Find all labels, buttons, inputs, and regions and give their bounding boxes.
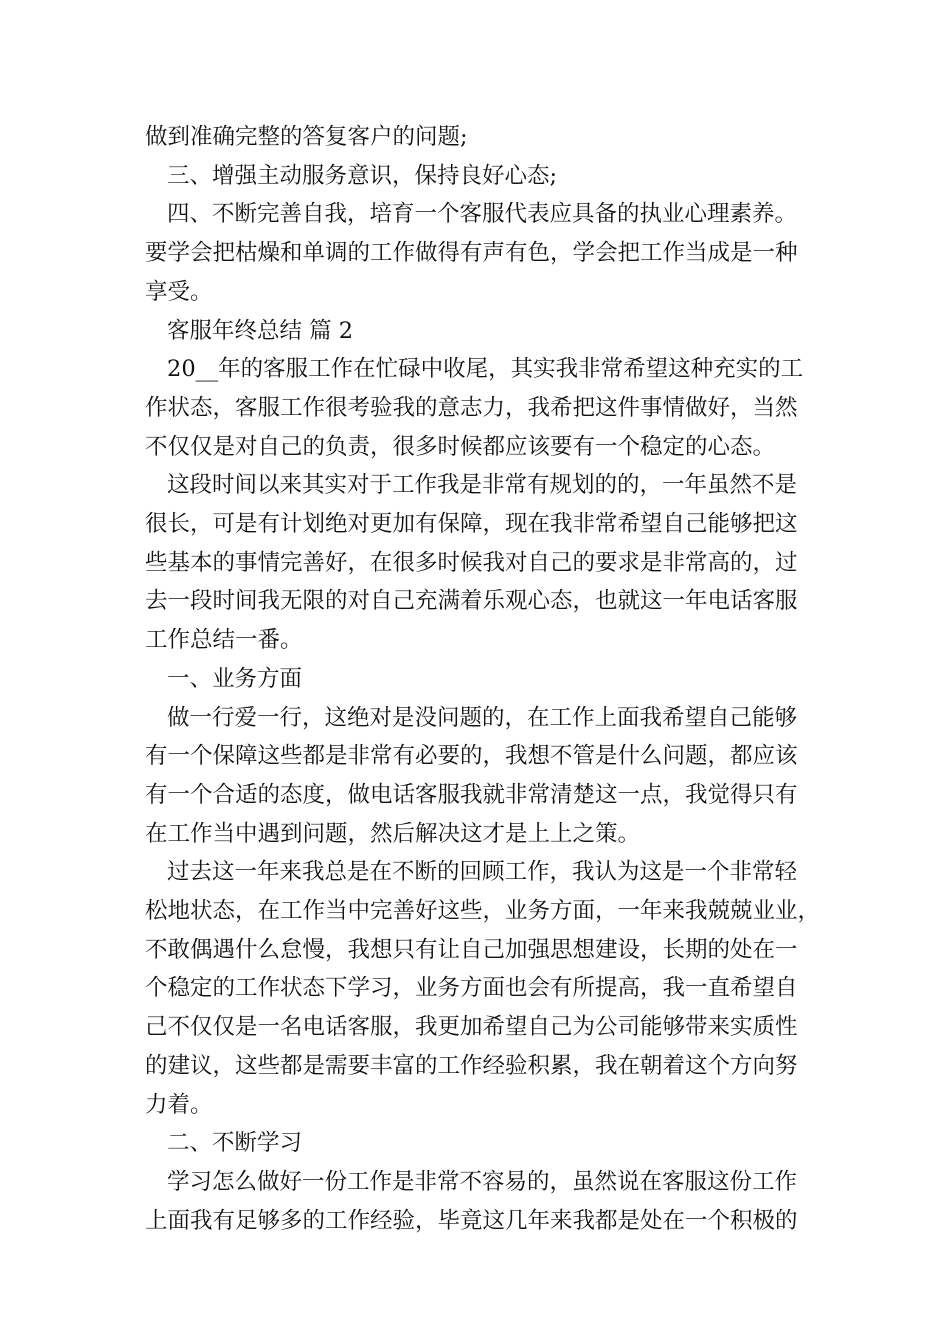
text-line: 的建议，这些都是需要丰富的工作经验积累，我在朝着这个方向努 xyxy=(145,1052,798,1079)
text-line: 很长，可是有计划绝对更加有保障，现在我非常希望自己能够把这 xyxy=(145,511,798,538)
text-line: 松地状态，在工作当中完善好这些，业务方面，一年来我兢兢业业， xyxy=(145,898,821,925)
text-line: 力着。 xyxy=(145,1091,213,1118)
subsection-heading: 二、不断学习 xyxy=(167,1130,303,1157)
text-line: 有一个保障这些都是非常有必要的，我想不管是什么问题，都应该 xyxy=(145,743,798,770)
paragraph-start: 学习怎么做好一份工作是非常不容易的，虽然说在客服这份工作 xyxy=(167,1168,798,1195)
text-line: 工作总结一番。 xyxy=(145,627,303,654)
text-line: 些基本的事情完善好，在很多时候我对自己的要求是非常高的，过 xyxy=(145,549,798,576)
text-line: 作状态，客服工作很考验我的意志力，我希把这件事情做好，当然 xyxy=(145,394,798,421)
paragraph-start: 过去这一年来我总是在不断的回顾工作，我认为这是一个非常轻 xyxy=(167,859,798,886)
text-line: 个稳定的工作状态下学习，业务方面也会有所提高，我一直希望自 xyxy=(145,975,798,1002)
text-line: 上面我有足够多的工作经验，毕竟这几年来我都是处在一个积极的 xyxy=(145,1207,798,1234)
text-line: 己不仅仅是一名电话客服，我更加希望自己为公司能够带来实质性 xyxy=(145,1014,798,1041)
list-item-4: 四、不断完善自我，培育一个客服代表应具备的执业心理素养。 xyxy=(167,201,798,228)
paragraph-start: 做一行爱一行，这绝对是没问题的，在工作上面我希望自己能够 xyxy=(167,704,798,731)
text-line: 享受。 xyxy=(145,278,213,305)
text-line: 在工作当中遇到问题，然后解决这才是上上之策。 xyxy=(145,820,641,847)
text-line: 不敢偶遇什么怠慢，我想只有让自己加强思想建设，长期的处在一 xyxy=(145,936,798,963)
text-line: 不仅仅是对自己的负责，很多时候都应该要有一个稳定的心态。 xyxy=(145,433,776,460)
text-line: 有一个合适的态度，做电话客服我就非常清楚这一点，我觉得只有 xyxy=(145,781,798,808)
list-item-3: 三、增强主动服务意识，保持良好心态; xyxy=(167,162,558,189)
subsection-heading: 一、业务方面 xyxy=(167,665,303,692)
paragraph-start: 20__年的客服工作在忙碌中收尾，其实我非常希望这种充实的工 xyxy=(167,356,804,383)
text-line: 做到准确完整的答复客户的问题; xyxy=(145,124,468,150)
document-body xyxy=(145,118,825,1240)
section-heading: 客服年终总结 篇 2 xyxy=(167,317,354,344)
text-line: 去一段时间我无限的对自己充满着乐观心态，也就这一年电话客服 xyxy=(145,588,798,615)
text-line: 要学会把枯燥和单调的工作做得有声有色，学会把工作当成是一种 xyxy=(145,240,798,267)
paragraph-start: 这段时间以来其实对于工作我是非常有规划的的，一年虽然不是 xyxy=(167,472,798,499)
